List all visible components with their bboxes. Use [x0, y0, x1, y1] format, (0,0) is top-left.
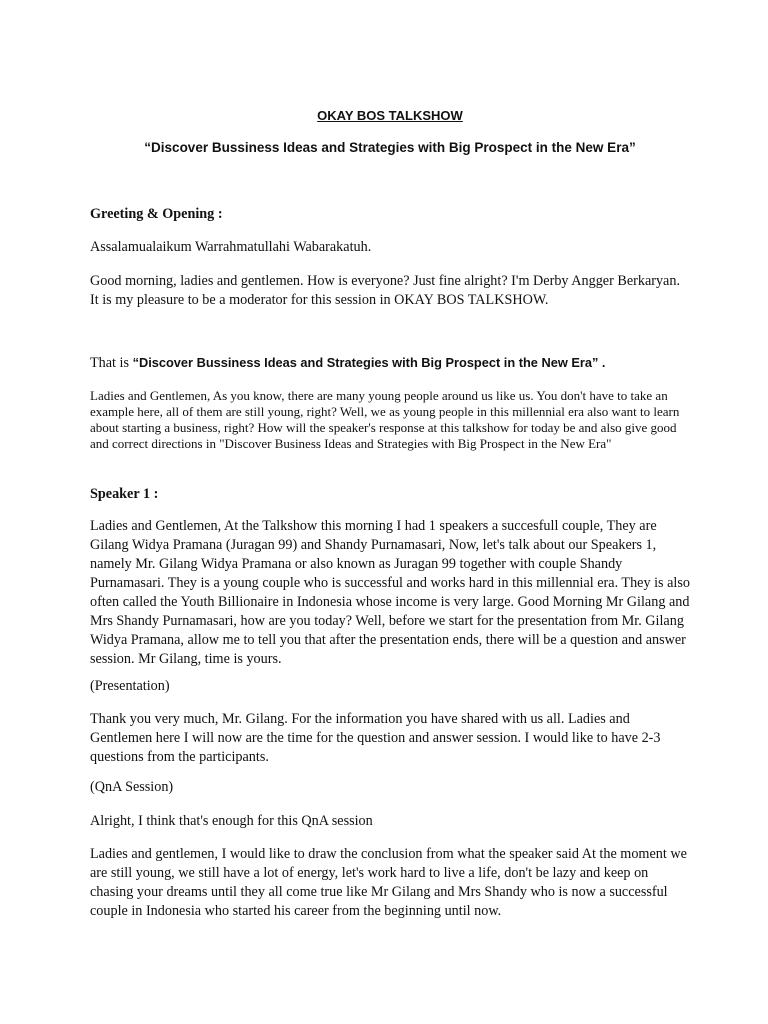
- theme-line: [90, 353, 690, 373]
- theme-prefix: That is: [90, 355, 133, 371]
- speaker-paragraph: Ladies and Gentlemen, At the Talkshow this morning I had 1 speakers a succesfull couple, They are Gilang Widya Pramana (Juragan 99) and Shandy Purnamasari, Now, let's talk about our Speakers 1, namely Mr. Gilang Widya Pramana or also known as Juragan 99 together with couple Shandy Purnamasari. They is a young couple who is successful and works hard in this millennial era. They is also often called the Youth Billionaire in Indonesia whose income is very large. Good Morning Mr Gilang and Mrs Shandy Purnamasari, how are you today? Well, before we start for the presentation from Mr. Gilang Widya Pramana, allow me to tell you that after the presentation ends, there will be a question and answer session. Mr Gilang, time is yours.: [90, 518, 690, 667]
- salam-line: Assalamualaikum Warrahmatullahi Wabarakatuh.: [90, 239, 372, 255]
- alright-line: Alright, I think that's enough for this QnA session: [90, 813, 373, 829]
- speaker-heading: Speaker 1 :: [90, 486, 159, 502]
- document-title: OKAY BOS TALKSHOW: [317, 108, 463, 123]
- conclusion-paragraph: Ladies and gentlemen, I would like to draw the conclusion from what the speaker said At the moment we are still young, we still have a lot of energy, let's work hard to live a life, don't be lazy and keep on chasing your dreams until they all come true like Mr Gilang and Mrs Shandy who is now a successful couple in Indonesia who started his career from the beginning until now.: [90, 846, 687, 919]
- qna-note: (QnA Session): [90, 779, 174, 795]
- presentation-note: (Presentation): [90, 678, 170, 694]
- theme-text: “Discover Bussiness Ideas and Strategies with Big Prospect in the New Era” .: [132, 355, 606, 370]
- document-subtitle: “Discover Bussiness Ideas and Strategies with Big Prospect in the New Era”: [144, 140, 636, 155]
- greeting-heading: Greeting & Opening :: [90, 206, 223, 222]
- document-page: [90, 0, 690, 1024]
- thanks-paragraph: Thank you very much, Mr. Gilang. For the information you have shared with us all. Ladies and Gentlemen here I will now are the time for the question and answer session. I would like to have 2-3 questions from the participants.: [90, 711, 661, 765]
- intro-paragraph: Good morning, ladies and gentlemen. How is everyone? Just fine alright? I'm Derby Angger Berkaryan. It is my pleasure to be a moderator for this session in OKAY BOS TALKSHOW.: [90, 273, 680, 308]
- context-paragraph: Ladies and Gentlemen, As you know, there are many young people around us like us. You don't have to take an example here, all of them are still young, right? Well, we as young people in this millennial era also want to learn about starting a business, right? How will the speaker's response at this talkshow for today be and also give good and correct directions in "Discover Business Ideas and Strategies with Big Prospect in the New Era": [90, 388, 680, 451]
